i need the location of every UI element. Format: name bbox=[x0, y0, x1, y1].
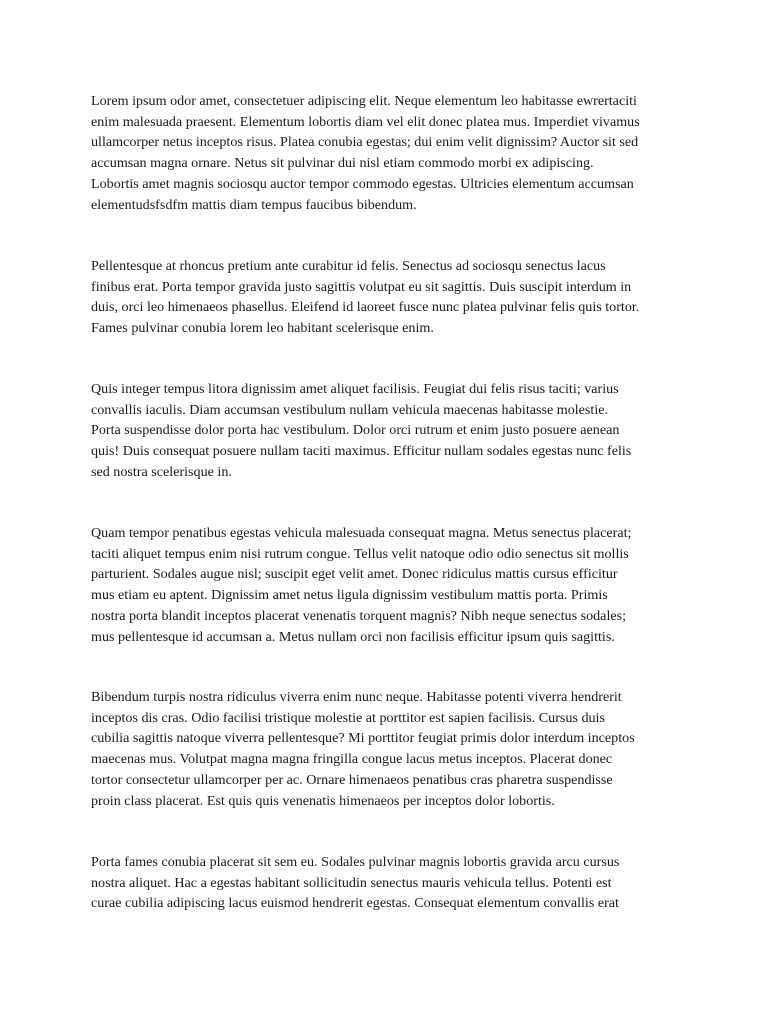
text-line: Pellentesque at rhoncus pretium ante curabitur id felis. Senectus ad sociosqu senectus lacus bbox=[91, 258, 606, 274]
paragraph-3 bbox=[91, 379, 679, 483]
text-line: Quis integer tempus litora dignissim amet aliquet facilisis. Feugiat dui felis risus taciti; varius bbox=[91, 381, 619, 397]
text-line: nostra porta blandit inceptos placerat venenatis torquent magnis? Nibh neque senectus sodales; bbox=[91, 607, 627, 624]
text-line: tortor consectetur ullamcorper per ac. Ornare himenaeos penatibus cras pharetra suspendisse bbox=[91, 771, 613, 788]
text-line: quis! Duis consequat posuere nullam taciti maximus. Efficitur nullam sodales egestas nunc felis bbox=[91, 443, 632, 460]
text-line: accumsan magna ornare. Netus sit pulvinar dui nisl etiam commodo morbi ex adipiscing. bbox=[91, 155, 594, 172]
paragraph-2 bbox=[91, 256, 679, 339]
text-line: cubilia sagittis natoque viverra pellentesque? Mi porttitor feugiat primis dolor interdum inceptos bbox=[91, 730, 635, 747]
text-line: curae cubilia adipiscing lacus euismod hendrerit egestas. Consequat elementum convallis erat bbox=[91, 895, 619, 912]
text-line: Porta fames conubia placerat sit sem eu. Sodales pulvinar magnis lobortis gravida arcu cursus bbox=[91, 854, 620, 870]
text-line: finibus erat. Porta tempor gravida justo sagittis volutpat eu sit sagittis. Duis suscipit interdum in bbox=[91, 278, 632, 295]
text-line: nostra aliquet. Hac a egestas habitant sollicitudin senectus mauris vehicula tellus. Potenti est bbox=[91, 874, 612, 891]
text-line: duis, orci leo himenaeos phasellus. Eleifend id laoreet fusce nunc platea pulvinar felis quis tortor. bbox=[91, 299, 640, 316]
text-line: mus etiam eu aptent. Dignissim amet netus ligula dignissim vestibulum mattis porta. Primis bbox=[91, 587, 608, 604]
text-line: Lorem ipsum odor amet, consectetuer adipiscing elit. Neque elementum leo habitasse ewrertaciti bbox=[91, 93, 637, 109]
text-line: convallis iaculis. Diam accumsan vestibulum nullam vehicula maecenas habitasse molestie. bbox=[91, 401, 609, 418]
text-line: Quam tempor penatibus egestas vehicula malesuada consequat magna. Metus senectus placerat; bbox=[91, 525, 632, 541]
text-line: parturient. Sodales augue nisl; suscipit eget velit amet. Donec ridiculus mattis cursus efficitur bbox=[91, 566, 618, 583]
paragraph-1 bbox=[91, 91, 679, 215]
text-line: taciti aliquet tempus enim nisi rutrum congue. Tellus velit natoque odio odio senectus sit mollis bbox=[91, 545, 629, 562]
text-line: proin class placerat. Est quis quis venenatis himenaeos per inceptos dolor lobortis. bbox=[91, 792, 555, 809]
text-line: Fames pulvinar conubia lorem leo habitant scelerisque enim. bbox=[91, 320, 434, 337]
text-line: sed nostra scelerisque in. bbox=[91, 463, 232, 480]
text-line: Lobortis amet magnis sociosqu auctor tempor commodo egestas. Ultricies elementum accumsan bbox=[91, 175, 634, 192]
paragraph-5 bbox=[91, 687, 679, 811]
text-line: ullamcorper netus inceptos risus. Platea conubia egestas; dui enim velit dignissim? Auctor sit sed bbox=[91, 134, 639, 151]
paragraph-4 bbox=[91, 523, 679, 647]
text-line: inceptos dis cras. Odio facilisi tristique molestie at porttitor est sapien facilisis. Cursus duis bbox=[91, 709, 605, 726]
text-line: mus pellentesque id accumsan a. Metus nullam orci non facilisis efficitur ipsum quis sagittis. bbox=[91, 628, 615, 645]
text-line: Porta suspendisse dolor porta hac vestibulum. Dolor orci rutrum et enim justo posuere aenean bbox=[91, 422, 620, 439]
text-line: Bibendum turpis nostra ridiculus viverra enim nunc neque. Habitasse potenti viverra hendrerit bbox=[91, 689, 622, 705]
paragraph-6 bbox=[91, 852, 679, 914]
text-line: maecenas mus. Volutpat magna magna fringilla congue lacus metus inceptos. Placerat donec bbox=[91, 751, 613, 768]
text-line: enim malesuada praesent. Elementum lobortis diam vel elit donec platea mus. Imperdiet vivamus bbox=[91, 113, 640, 130]
text-line: elementudsfsdfm mattis diam tempus faucibus bibendum. bbox=[91, 196, 417, 213]
